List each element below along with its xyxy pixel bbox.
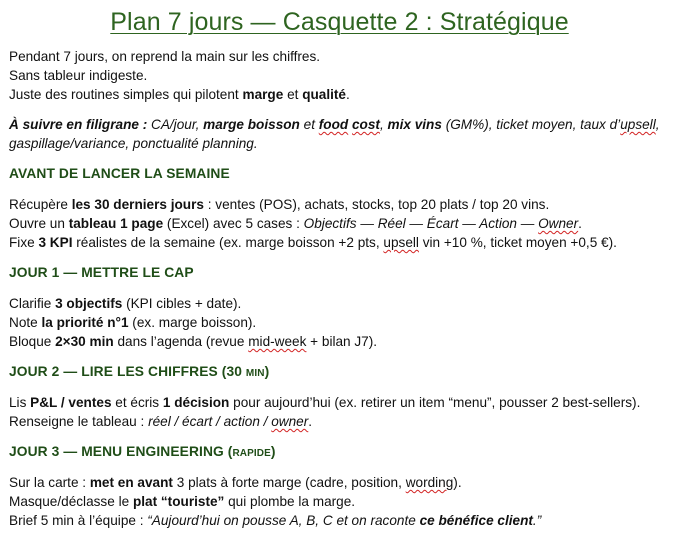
section-line xyxy=(9,473,670,492)
spellcheck-word[interactable]: wording xyxy=(405,475,454,490)
text: pour aujourd’hui (ex. retirer un item “menu”, pousser 2 best-sellers). xyxy=(229,395,641,410)
section-heading-jour-3 xyxy=(9,442,670,461)
text: Masque/déclasse le xyxy=(9,494,133,509)
bold-italic-text: ce bénéfice client xyxy=(419,513,533,528)
intro-line-3 xyxy=(9,85,670,104)
section-line xyxy=(9,511,670,530)
bold-text: 2×30 min xyxy=(55,334,114,349)
heading-text: ) xyxy=(270,444,276,459)
section-heading-jour-2 xyxy=(9,362,670,381)
text: Ouvre un xyxy=(9,216,69,231)
section-body-avant xyxy=(9,195,670,252)
bold-text: les 30 derniers jours xyxy=(71,197,204,212)
bold-text: la priorité n°1 xyxy=(41,315,129,330)
section-body-jour-2 xyxy=(9,393,670,431)
heading-text: ) xyxy=(264,364,270,379)
text: (GM%), ticket moyen, taux d’ xyxy=(441,117,621,132)
text: , xyxy=(379,117,388,132)
text: ). xyxy=(453,475,462,490)
text: Brief 5 min à l’équipe : xyxy=(9,513,148,528)
section-line xyxy=(9,393,670,412)
text: et écris xyxy=(111,395,163,410)
intro-paragraph xyxy=(9,47,670,104)
section-body-jour-3 xyxy=(9,473,670,530)
section-body-jour-1 xyxy=(9,294,670,351)
italic-text: réel / écart / action / xyxy=(148,414,272,429)
filigrane-text xyxy=(9,115,670,153)
filigrane-paragraph xyxy=(9,115,670,153)
section-line xyxy=(9,294,670,313)
text: . xyxy=(346,87,350,102)
section-line xyxy=(9,233,670,252)
italic-text: “Aujourd’hui on pousse A, B, C et on raconte xyxy=(147,513,420,528)
bold-text xyxy=(319,117,380,132)
spellcheck-word[interactable]: owner xyxy=(271,414,309,429)
bold-text: 3 KPI xyxy=(38,235,73,250)
bold-text: P&L / ventes xyxy=(30,395,112,410)
text: . xyxy=(308,414,313,429)
spellcheck-word[interactable]: food xyxy=(318,117,349,132)
bold-text: qualité xyxy=(302,87,346,102)
document-title: Plan 7 jours — Casquette 2 : Stratégique xyxy=(110,8,569,36)
text: Lis xyxy=(9,395,31,410)
spellcheck-word[interactable]: mid-week xyxy=(248,334,307,349)
text: Juste des routines simples qui pilotent xyxy=(9,87,243,102)
text: Clarifie xyxy=(9,296,56,311)
section-line xyxy=(9,332,670,351)
spellcheck-word[interactable]: cost xyxy=(352,117,380,132)
text: : ventes (POS), achats, stocks, top 20 plats / top 20 vins. xyxy=(203,197,550,212)
text: Note xyxy=(9,315,42,330)
text: Récupère xyxy=(9,197,72,212)
text: (Excel) avec 5 cases : xyxy=(163,216,304,231)
text: réalistes de la semaine (ex. marge boisson +2 pts, xyxy=(72,235,384,250)
heading-text: JOUR 3 — MENU ENGINEERING ( xyxy=(9,444,233,459)
text: Renseigne le tableau : xyxy=(9,414,149,429)
spellcheck-word[interactable]: Owner xyxy=(538,216,579,231)
text: . xyxy=(578,216,582,231)
section-line xyxy=(9,214,670,233)
heading-text: JOUR 2 — LIRE LES CHIFFRES (30 xyxy=(9,364,246,379)
italic-text: .” xyxy=(532,513,542,528)
text: qui plombe la marge. xyxy=(224,494,356,509)
section-line xyxy=(9,313,670,332)
text: vin +10 %, ticket moyen +0,5 €). xyxy=(418,235,617,250)
text: Bloque xyxy=(9,334,56,349)
intro-line-1: Pendant 7 jours, on reprend la main sur les chiffres. xyxy=(9,49,321,64)
bold-text: marge boisson xyxy=(203,117,300,132)
section-line xyxy=(9,195,670,214)
text: + bilan J7). xyxy=(306,334,378,349)
spellcheck-word[interactable]: upsell xyxy=(383,235,419,250)
text: 3 plats à forte marge (cadre, position, xyxy=(172,475,406,490)
text: dans l’agenda (revue xyxy=(113,334,249,349)
spellcheck-word[interactable]: upsell xyxy=(620,117,656,132)
text: (KPI cibles + date). xyxy=(122,296,242,311)
bold-text: mix vins xyxy=(387,117,442,132)
bold-text: 1 décision xyxy=(162,395,230,410)
text: , gaspillage/variance, ponctualité planning. xyxy=(9,117,660,151)
text: et xyxy=(299,117,319,132)
section-line xyxy=(9,412,670,431)
text: (ex. marge boisson). xyxy=(128,315,257,330)
italic-text: Objectifs — Réel — Écart — Action — xyxy=(303,216,539,231)
text: Sur la carte : xyxy=(9,475,90,490)
section-heading-jour-1: JOUR 1 — METTRE LE CAP xyxy=(9,265,194,280)
text: CA/jour, xyxy=(147,117,204,132)
bold-text: marge xyxy=(242,87,284,102)
heading-small-caps: rapide xyxy=(232,444,271,459)
bold-text: 3 objectifs xyxy=(55,296,123,311)
intro-line-2: Sans tableur indigeste. xyxy=(9,68,148,83)
text: et xyxy=(283,87,303,102)
section-heading-avant: AVANT DE LANCER LA SEMAINE xyxy=(9,166,230,181)
section-line xyxy=(9,492,670,511)
filigrane-label: À suivre en filigrane : xyxy=(9,117,148,132)
bold-text: met en avant xyxy=(89,475,173,490)
text: Fixe xyxy=(9,235,39,250)
heading-small-caps: min xyxy=(245,364,265,379)
bold-text: plat “touriste” xyxy=(132,494,225,509)
bold-text: tableau 1 page xyxy=(68,216,164,231)
